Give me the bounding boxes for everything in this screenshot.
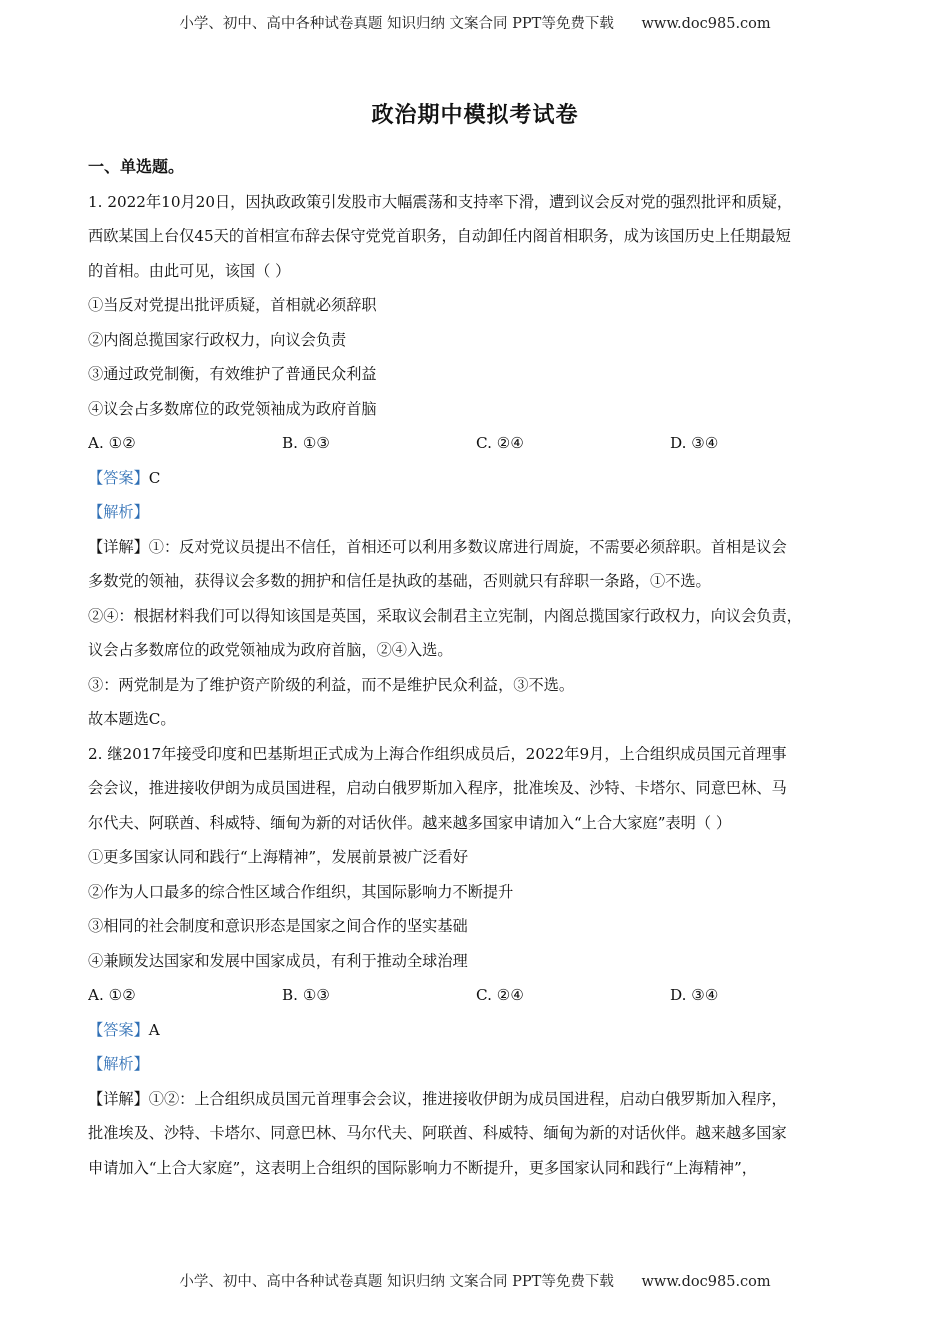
detail-tag: 【详解】 bbox=[88, 537, 149, 556]
page-title: 政治期中模拟考试卷 bbox=[371, 102, 579, 128]
question-1-analysis bbox=[88, 495, 868, 530]
analysis-tag: 【解析】 bbox=[88, 503, 149, 521]
question-1-detail-line-6: 故本题选C。 bbox=[88, 710, 176, 728]
question-1-statement-2: ②内阁总揽国家行政权力，向议会负责 bbox=[88, 330, 347, 349]
page-footer: 小学、初中、高中各种试卷真题 知识归纳 文案合同 PPT等免费下载 www.doc985.com bbox=[179, 1274, 771, 1290]
answer-value: C bbox=[148, 468, 161, 487]
question-2-detail-line-3: 申请加入“上合大家庭”，这表明上合组织的国际影响力不断提升，更多国家认同和践行“上海精神”， bbox=[88, 1158, 757, 1177]
question-2-stem-line-2: 会会议，推进接收伊朗为成员国进程，启动白俄罗斯加入程序，批准埃及、沙特、卡塔尔、同意巴林、马 bbox=[88, 779, 787, 797]
answer-tag: 【答案】 bbox=[88, 1020, 149, 1039]
section-heading: 一、单选题。 bbox=[88, 157, 185, 176]
question-1-statement-4: ④议会占多数席位的政党领袖成为政府首脑 bbox=[88, 399, 377, 418]
question-2-stem-line-1: 2. 继2017年接受印度和巴基斯坦正式成为上海合作组织成员后，2022年9月，上合组织成员国元首理事 bbox=[88, 744, 787, 763]
option-a: A. ①② bbox=[88, 434, 136, 452]
option-b: B. ①③ bbox=[282, 434, 331, 452]
question-1-detail-line-4: 议会占多数席位的政党领袖成为政府首脑，②④入选。 bbox=[88, 641, 453, 659]
question-2 bbox=[88, 737, 868, 1186]
detail-tag: 【详解】 bbox=[88, 1089, 149, 1108]
option-c: C. ②④ bbox=[476, 434, 524, 452]
question-1-answer bbox=[88, 461, 868, 496]
question-2-options bbox=[88, 978, 868, 1013]
question-2-statement-3: ③相同的社会制度和意识形态是国家之间合作的坚实基础 bbox=[88, 917, 468, 935]
option-c: C. ②④ bbox=[476, 986, 524, 1004]
question-1-stem-line-1: 1. 2022年10月20日，因执政政策引发股市大幅震荡和支持率下滑，遭到议会反对党的强烈批评和质疑， bbox=[88, 192, 793, 211]
analysis-tag: 【解析】 bbox=[88, 1055, 149, 1073]
question-1-stem-line-2: 西欧某国上台仅45天的首相宣布辞去保守党党首职务，自动卸任内阁首相职务，成为该国历史上任期最短 bbox=[88, 227, 791, 245]
answer-value: A bbox=[148, 1020, 160, 1039]
question-1-detail-line-1 bbox=[88, 530, 868, 565]
question-2-detail-line-2: 批准埃及、沙特、卡塔尔、同意巴林、马尔代夫、阿联酋、科威特、缅甸为新的对话伙伴。越来越多国家 bbox=[88, 1124, 787, 1142]
question-2-analysis bbox=[88, 1047, 868, 1082]
question-1 bbox=[88, 185, 868, 737]
option-d: D. ③④ bbox=[670, 986, 719, 1004]
document-body bbox=[88, 150, 868, 1185]
question-2-statement-4: ④兼顾发达国家和发展中国家成员，有利于推动全球治理 bbox=[88, 951, 468, 970]
page-header: 小学、初中、高中各种试卷真题 知识归纳 文案合同 PPT等免费下载 www.doc985.com bbox=[179, 16, 771, 32]
question-1-detail-line-5: ③：两党制是为了维护资产阶级的利益，而不是维护民众利益，③不选。 bbox=[88, 675, 574, 694]
answer-tag: 【答案】 bbox=[88, 468, 149, 487]
question-1-detail-line-2: 多数党的领袖，获得议会多数的拥护和信任是执政的基础，否则就只有辞职一条路，①不选。 bbox=[88, 572, 711, 590]
question-1-statement-3: ③通过政党制衡，有效维护了普通民众利益 bbox=[88, 365, 377, 383]
question-1-stem-line-3: 的首相。由此可见，该国（ ） bbox=[88, 261, 291, 280]
question-2-stem-line-3: 尔代夫、阿联酋、科威特、缅甸为新的对话伙伴。越来越多国家申请加入“上合大家庭”表明（ ） bbox=[88, 813, 732, 832]
question-2-detail-line-1 bbox=[88, 1082, 868, 1117]
option-d: D. ③④ bbox=[670, 434, 719, 452]
detail-text: ①②：上合组织成员国元首理事会会议，推进接收伊朗为成员国进程，启动白俄罗斯加入程序， bbox=[148, 1089, 787, 1108]
question-1-options bbox=[88, 426, 868, 461]
question-2-statement-2: ②作为人口最多的综合性区域合作组织，其国际影响力不断提升 bbox=[88, 882, 514, 901]
detail-text: ①：反对党议员提出不信任，首相还可以利用多数议席进行周旋，不需要必须辞职。首相是议会 bbox=[148, 537, 787, 556]
question-1-detail-line-3: ②④：根据材料我们可以得知该国是英国，采取议会制君主立宪制，内阁总揽国家行政权力，向议会负责， bbox=[88, 606, 802, 625]
option-b: B. ①③ bbox=[282, 986, 331, 1004]
question-2-answer bbox=[88, 1013, 868, 1048]
question-2-statement-1: ①更多国家认同和践行“上海精神”，发展前景被广泛看好 bbox=[88, 848, 469, 866]
question-1-statement-1: ①当反对党提出批评质疑，首相就必须辞职 bbox=[88, 296, 377, 314]
option-a: A. ①② bbox=[88, 986, 136, 1004]
